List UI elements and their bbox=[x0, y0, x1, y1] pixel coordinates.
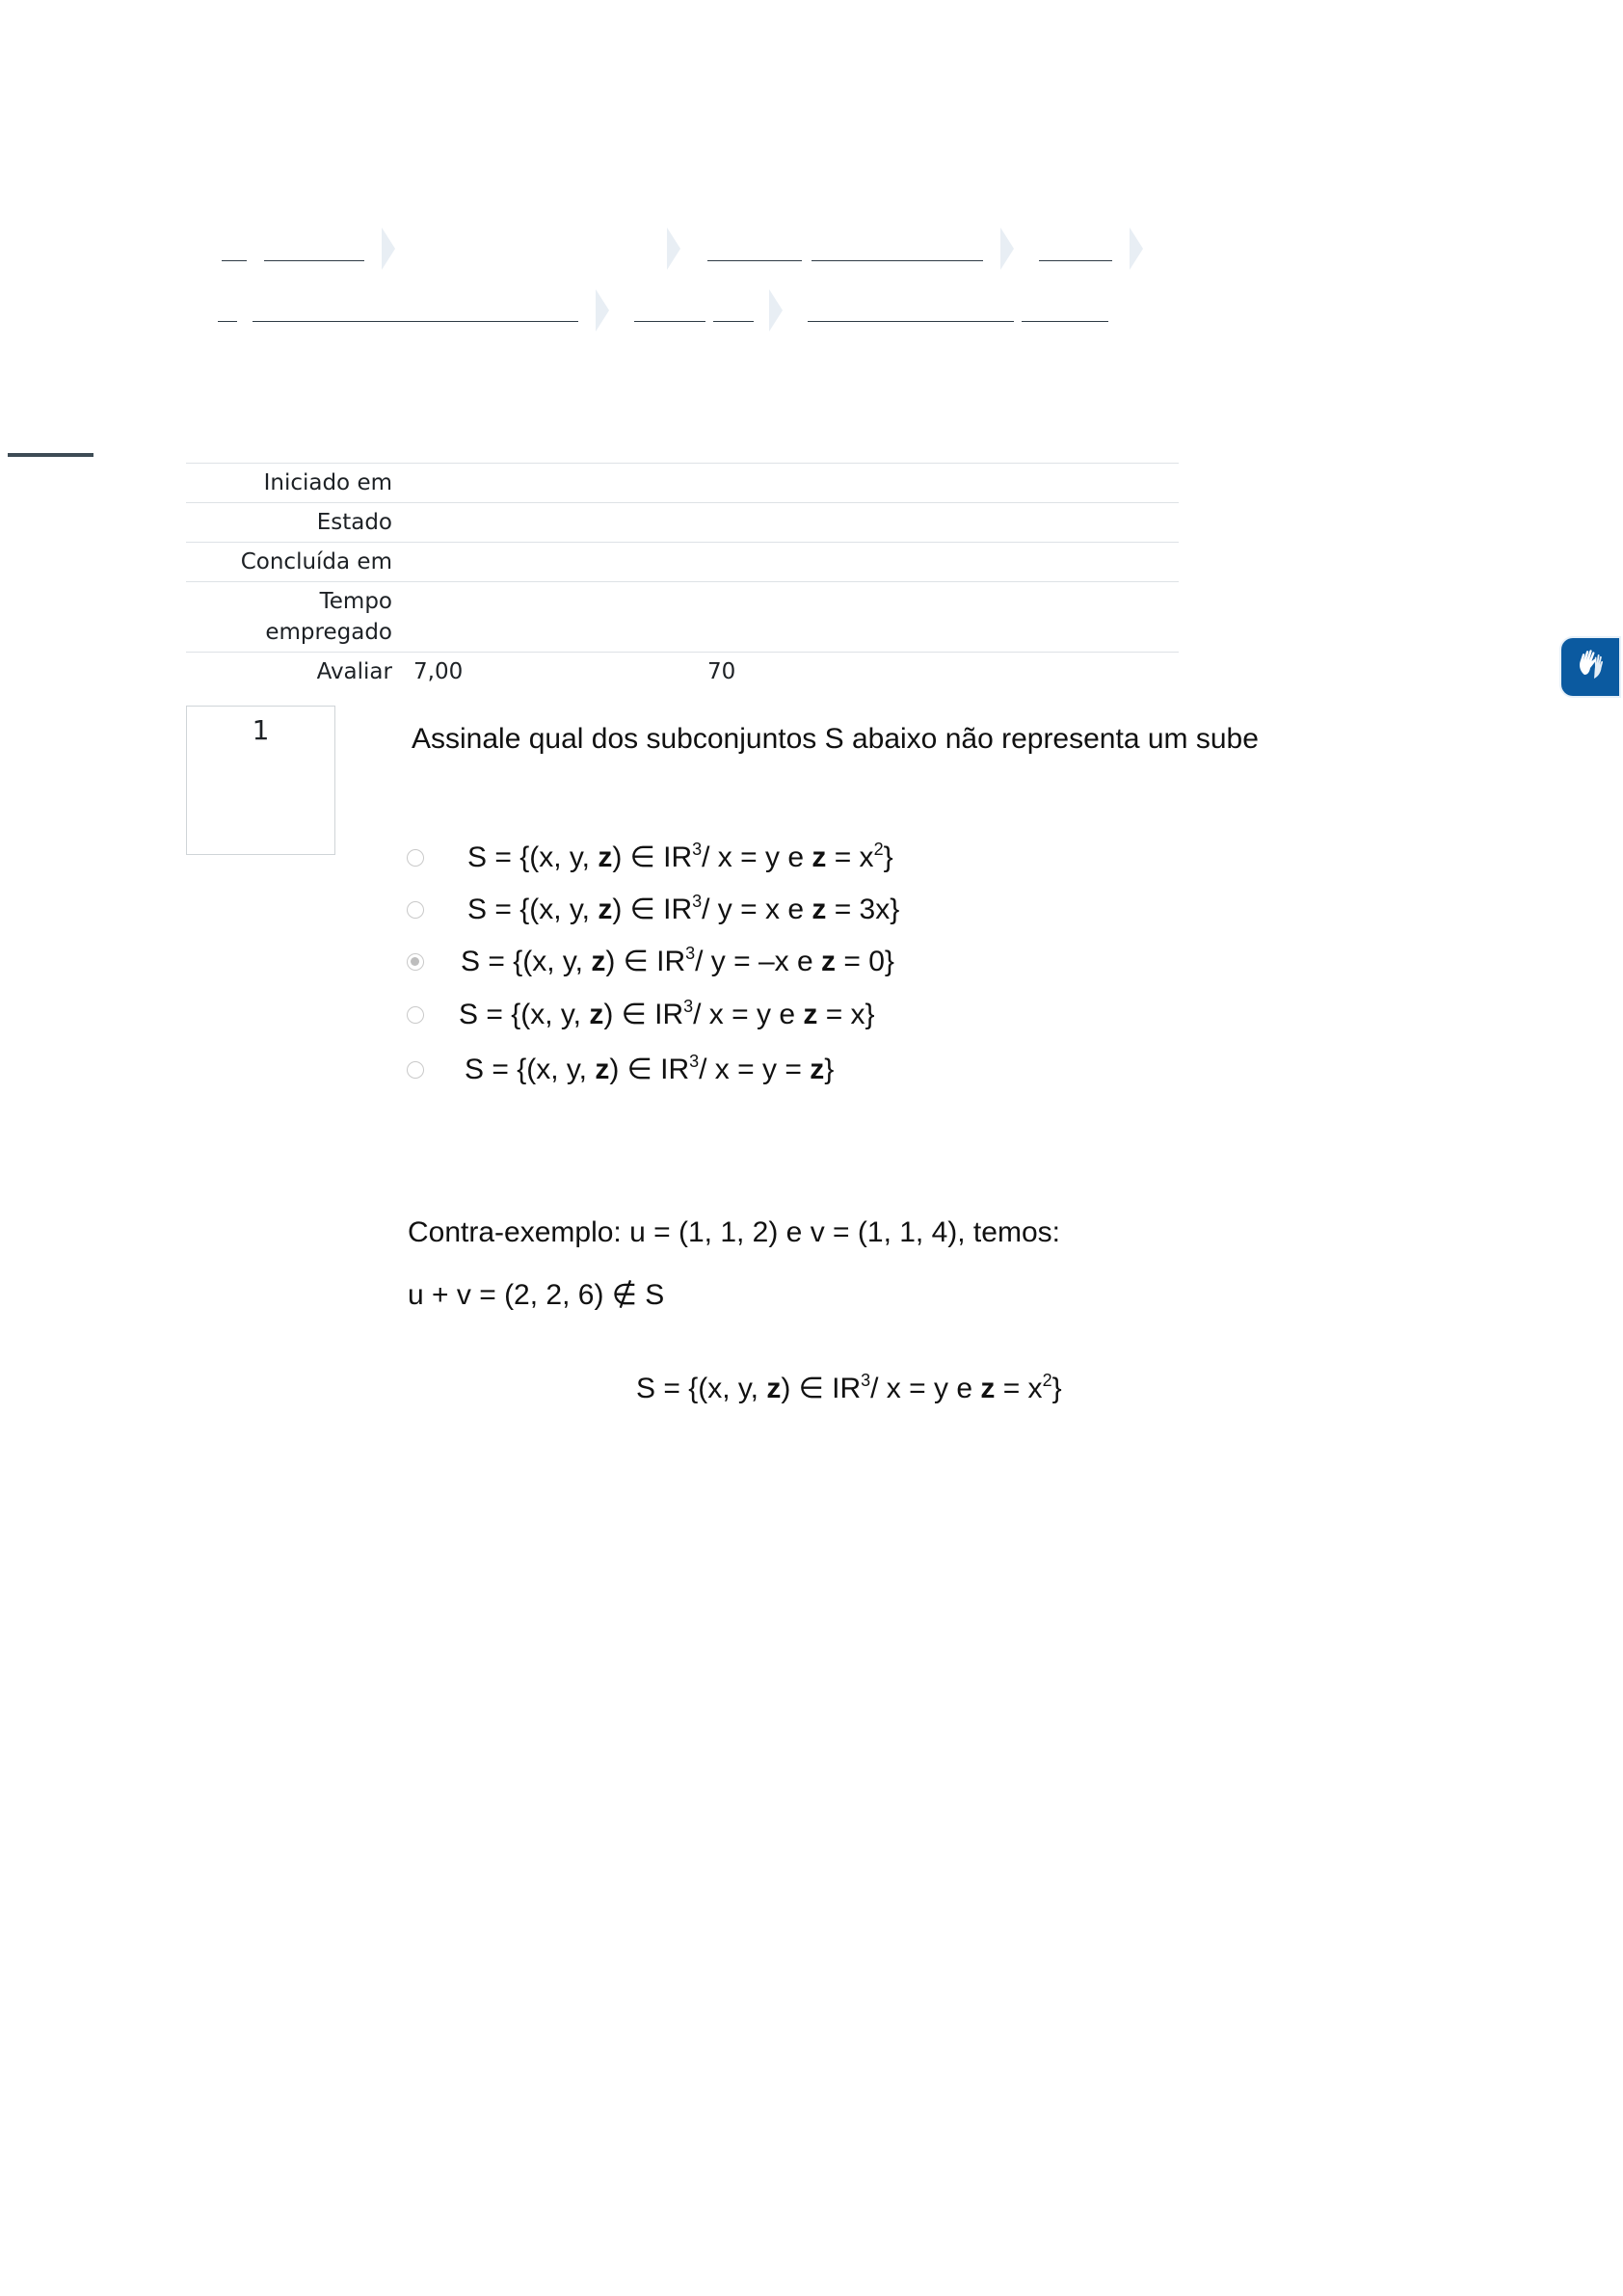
question-text: Assinale qual dos subconjuntos S abaixo não representa um sube bbox=[412, 723, 1259, 755]
left-drawer-rule bbox=[8, 453, 93, 457]
breadcrumb-item-5[interactable] bbox=[1039, 260, 1112, 261]
breadcrumb-chevron-icon bbox=[382, 227, 395, 270]
accessibility-widget-button[interactable] bbox=[1561, 638, 1619, 696]
breadcrumb-item-9[interactable] bbox=[713, 321, 754, 322]
summary-value bbox=[392, 653, 1179, 691]
feedback-line-1: Contra-exemplo: u = (1, 1, 2) e v = (1, 1, 4), temos: bbox=[408, 1216, 1060, 1248]
correct-answer: S = {(x, y, z) ∈ $IR^3/$ x = y e $z = x^2$} bbox=[636, 1371, 1062, 1404]
breadcrumb-item-4[interactable] bbox=[812, 260, 983, 261]
summary-label: Estado bbox=[316, 510, 392, 535]
option-label: S = {(x, y, z) ∈ $IR^3/$ y = –x e z = 0} bbox=[461, 944, 894, 977]
answer-option-1[interactable] bbox=[407, 841, 893, 874]
breadcrumb-item-6[interactable] bbox=[218, 321, 237, 322]
summary-label: Avaliar bbox=[316, 659, 392, 684]
breadcrumb-chevron-icon bbox=[667, 227, 680, 270]
attempt-summary-table bbox=[186, 463, 1179, 691]
breadcrumb-item-8[interactable] bbox=[634, 321, 705, 322]
question-number: 1 bbox=[252, 714, 270, 746]
option-label: S = {(x, y, z) ∈ $IR^3/$ x = y e $z = x^2$} bbox=[467, 840, 893, 873]
option-label: S = {(x, y, z) ∈ $IR^3/$ x = y = z} bbox=[465, 1052, 835, 1085]
radio-button-selected[interactable] bbox=[407, 953, 424, 971]
breadcrumb-chevron-icon bbox=[1000, 227, 1014, 270]
breadcrumb-item-11[interactable] bbox=[1022, 321, 1108, 322]
breadcrumb-chevron-icon bbox=[596, 289, 609, 332]
breadcrumb-item-3[interactable] bbox=[707, 260, 802, 261]
summary-value bbox=[392, 543, 1179, 581]
option-label: S = {(x, y, z) ∈ $IR^3/$ x = y e z = x} bbox=[459, 997, 875, 1030]
summary-row-state bbox=[186, 502, 1179, 542]
summary-label-line1: Tempo bbox=[319, 589, 392, 614]
breadcrumb-item-2[interactable] bbox=[264, 260, 364, 261]
answer-option-4[interactable] bbox=[407, 998, 875, 1031]
summary-value bbox=[392, 582, 1179, 652]
summary-row-started bbox=[186, 463, 1179, 502]
summary-row-completed bbox=[186, 542, 1179, 581]
summary-row-grade bbox=[186, 652, 1179, 691]
summary-label: Iniciado em bbox=[263, 470, 392, 495]
radio-button[interactable] bbox=[407, 1006, 424, 1024]
answer-option-3[interactable] bbox=[407, 945, 894, 978]
answer-option-2[interactable] bbox=[407, 893, 899, 926]
summary-value bbox=[392, 503, 1179, 542]
radio-button[interactable] bbox=[407, 849, 424, 867]
breadcrumb-item-1[interactable] bbox=[222, 260, 247, 261]
option-label: S = {(x, y, z) ∈ $IR^3/$ y = x e z = 3x} bbox=[467, 892, 900, 925]
breadcrumb-chevron-icon bbox=[1130, 227, 1143, 270]
breadcrumb-chevron-icon bbox=[769, 289, 783, 332]
summary-label: Concluída em bbox=[240, 549, 392, 574]
question-info-box bbox=[186, 706, 335, 855]
summary-value bbox=[392, 464, 1179, 502]
radio-button[interactable] bbox=[407, 1061, 424, 1079]
summary-label bbox=[186, 582, 392, 652]
summary-label-line2: empregado bbox=[265, 620, 392, 645]
radio-button[interactable] bbox=[407, 901, 424, 919]
breadcrumb-item-7[interactable] bbox=[253, 321, 578, 322]
sign-language-hand-icon bbox=[1571, 646, 1610, 689]
grade-percent: 70 bbox=[707, 659, 736, 684]
summary-row-time-taken bbox=[186, 581, 1179, 652]
feedback-line-2: u + v = (2, 2, 6) ∉ S bbox=[408, 1279, 665, 1311]
answer-option-5[interactable] bbox=[407, 1053, 834, 1086]
breadcrumb-item-10[interactable] bbox=[808, 321, 1014, 322]
grade-value: 7,00 bbox=[413, 659, 464, 684]
